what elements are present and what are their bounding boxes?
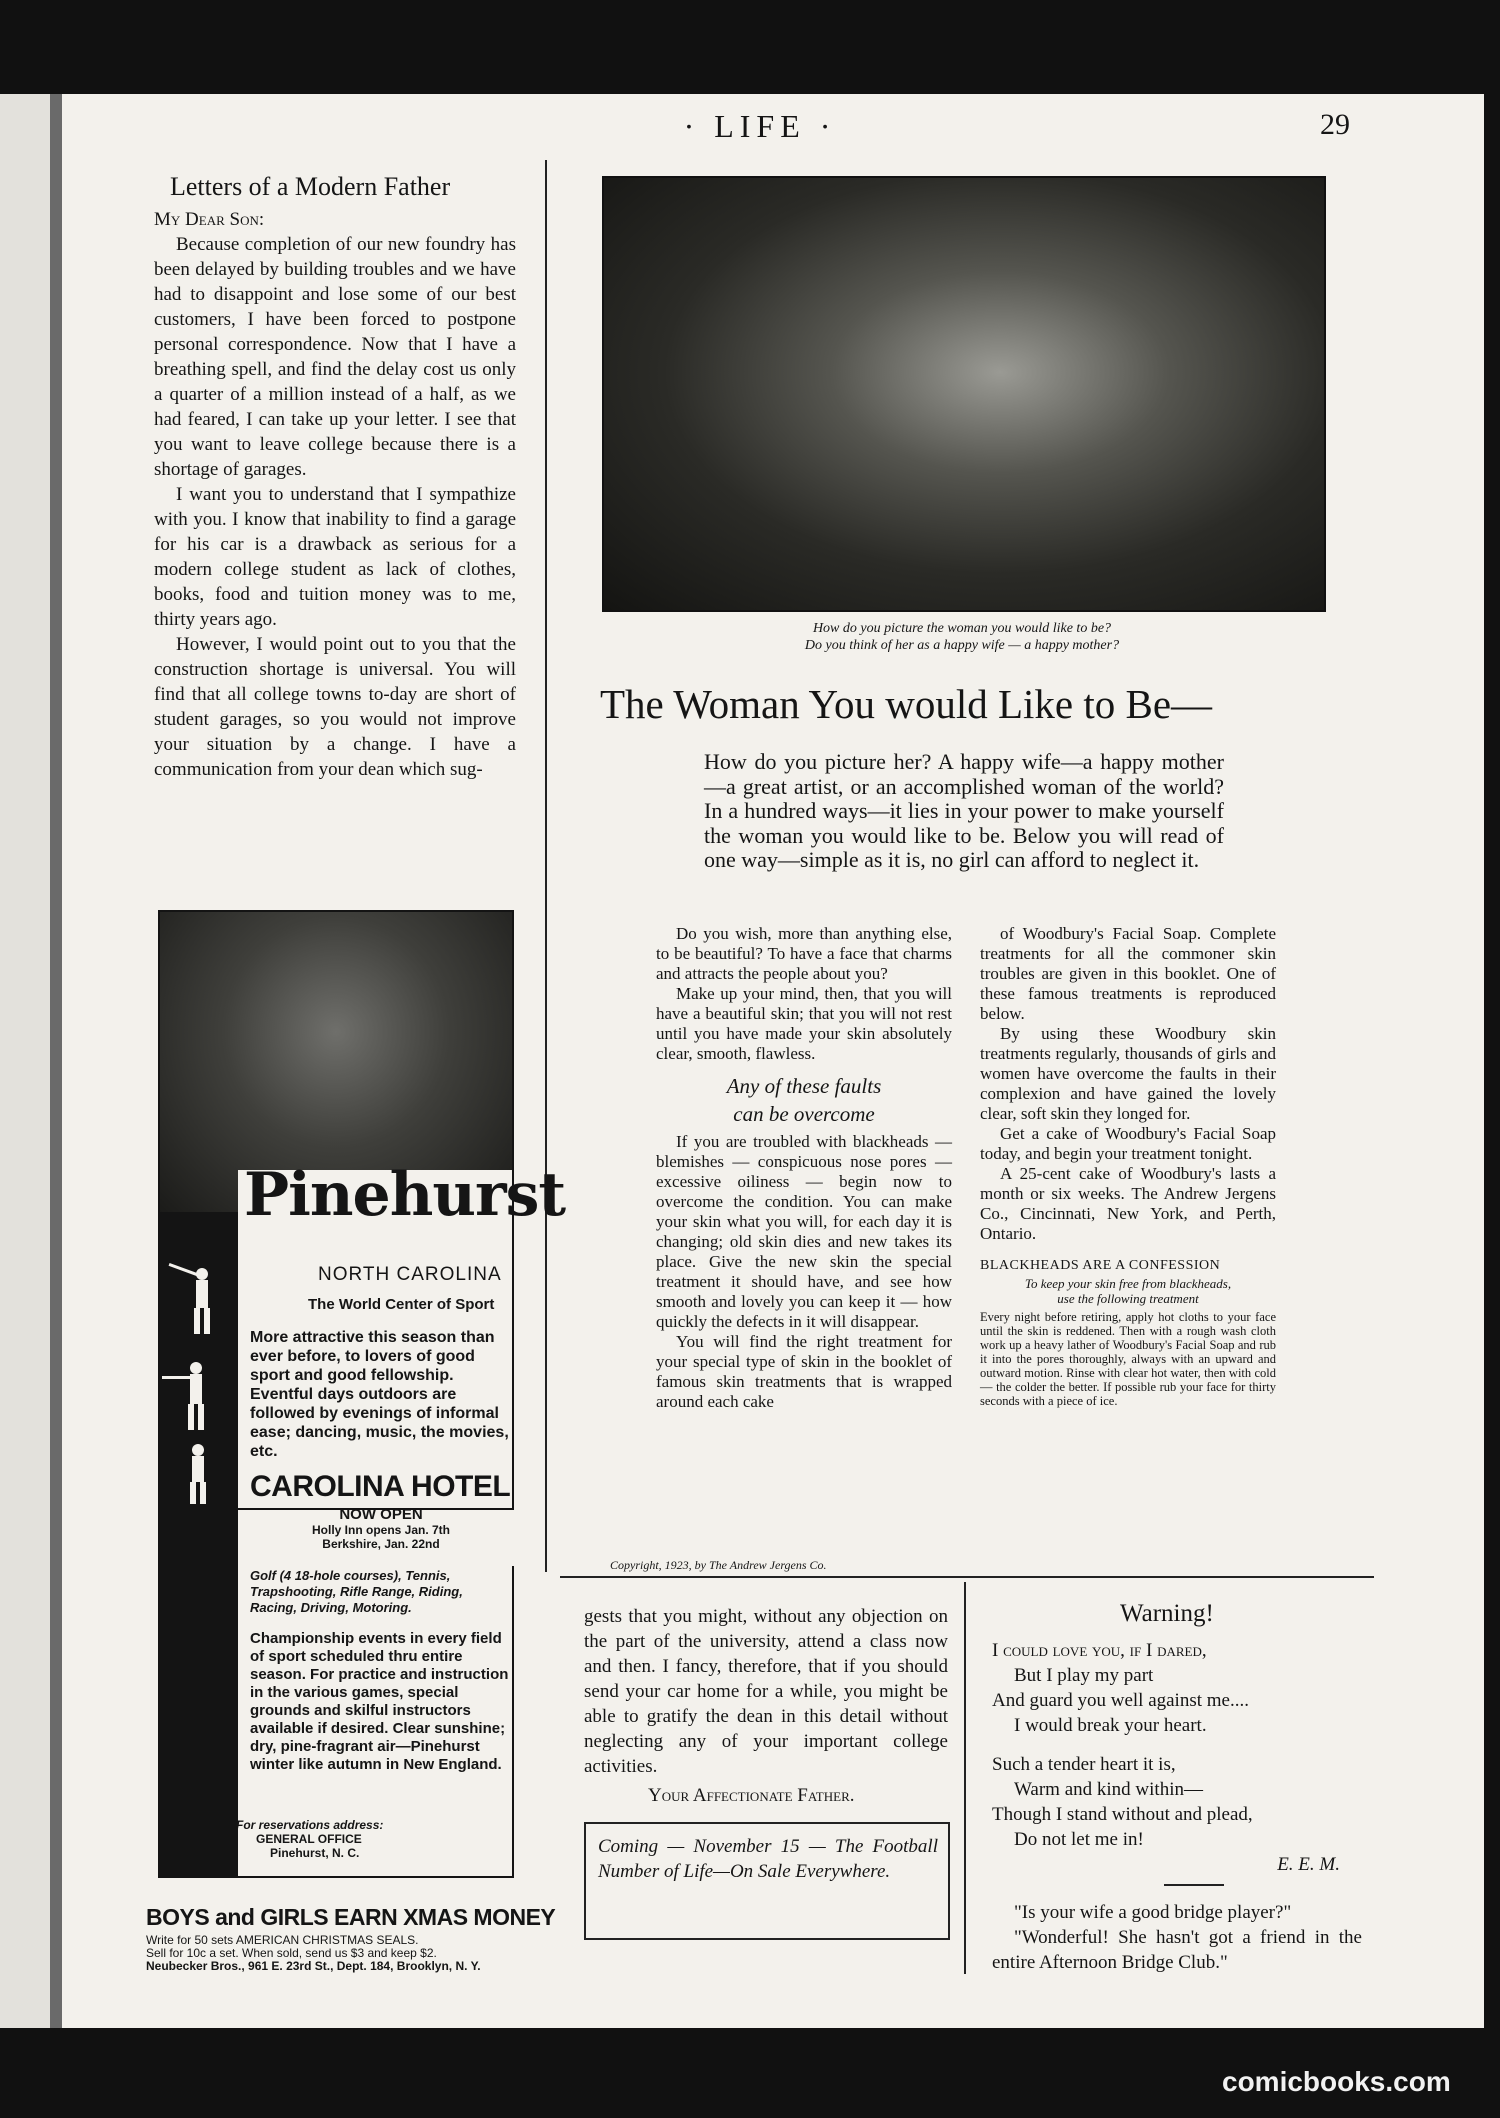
boys-girls-details [146, 1934, 538, 1973]
woodbury-headline: The Woman You would Like to Be— [600, 681, 1213, 727]
blackheads-subheading-line-2: use the following treatment [1057, 1291, 1199, 1306]
poem-line-2: But I play my part [1014, 1665, 1154, 1686]
pinehurst-tagline: The World Center of Sport [308, 1296, 495, 1313]
page-gutter [50, 94, 62, 2028]
carolina-hotel: CAROLINA HOTEL [250, 1470, 511, 1503]
woodbury-intro: How do you picture her? A happy wife—a happy mother—a great artist, or an accomplished woman of the world? In a hundred ways—it lies in your power to make yourself the woman you would like to be. Below you will read of one way—simple as it is, no girl can afford to neglect it. [704, 749, 1224, 872]
bridge-joke [992, 1900, 1362, 1975]
woodbury-column-1 [656, 924, 952, 1412]
woodbury-col2-p3: Get a cake of Woodbury's Facial Soap today, and begin your treatment tonight. [980, 1124, 1276, 1163]
holly-inn: Holly Inn opens Jan. 7th [311, 1523, 451, 1537]
lower-section-rule [560, 1576, 1374, 1578]
pinehurst-location: Pinehurst, N. C. [270, 1846, 360, 1860]
poem-line-8: Do not let me in! [1014, 1829, 1144, 1850]
bridge-answer: "Wonderful! She hasn't got a friend in the entire Afternoon Bridge Club." [992, 1927, 1362, 1973]
woodbury-col1-p4: You will find the right treatment for your special type of skin in the booklet of famous skin treatments that is wrapped around each cake [656, 1332, 952, 1411]
previous-page-edge [0, 94, 50, 2028]
letters-column [154, 207, 516, 782]
pinehurst-lower-left-bar [158, 1510, 238, 1878]
faults-subhead [656, 1072, 952, 1128]
blackheads-subheading-line-1: To keep your skin free from blackheads, [1024, 1276, 1232, 1291]
poem-line-6: Warm and kind within— [1014, 1779, 1203, 1800]
site-watermark: comicbooks.com [1222, 2066, 1451, 2097]
illustration-caption [602, 620, 1322, 654]
woodbury-col2-p4: A 25-cent cake of Woodbury's lasts a month or six weeks. The Andrew Jergens Co., Cincinnati, New York, and Perth, Ontario. [980, 1164, 1276, 1243]
letters-salutation: My Dear Son: [154, 209, 265, 230]
pinehurst-address [236, 1818, 506, 1860]
general-office: GENERAL OFFICE [256, 1832, 362, 1846]
poem-line-7: Though I stand without and plead, [992, 1804, 1253, 1825]
tennis-silhouette [190, 1444, 206, 1504]
blackheads-treatment: Every night before retiring, apply hot cloths to your face until the skin is reddened. Then with a rough wash cloth work up a heavy lather of Woodbury's Facial Soap and rub it into the pores thoroughly, always with an upward and outward motion. Rinse with clear hot water, then with cold — the colder the better. If possible rub your face for thirty seconds with a piece of ice. [980, 1310, 1276, 1408]
pinehurst-championship: Championship events in every field of sport scheduled thru entire season. For practice and instruction in the various games, special grounds and skilful instructors available if desired. Clear sunshine; dry, pine-fragrant air—Pinehurst winter like autumn in New England. [250, 1630, 509, 1773]
lower-column-divider [964, 1582, 966, 1974]
letters-continuation [584, 1604, 948, 1808]
faults-subhead-line-2: can be overcome [733, 1102, 875, 1126]
column-divider [545, 160, 547, 1572]
woodbury-copyright: Copyright, 1923, by The Andrew Jergens Co. [610, 1558, 827, 1572]
caption-line-1: How do you picture the woman you would like to be? [812, 621, 1112, 636]
shooter-silhouette [162, 1362, 204, 1430]
blackheads-heading: BLACKHEADS ARE A CONFESSION [980, 1258, 1221, 1273]
woodbury-col2-p1: of Woodbury's Facial Soap. Complete treatments for all the commoner skin troubles are given in this booklet. One of these famous treatments is reproduced below. [980, 924, 1276, 1023]
boys-line-3: Neubecker Bros., 961 E. 23rd St., Dept. 184, Brooklyn, N. Y. [146, 1959, 481, 1973]
golfer-silhouette [169, 1263, 210, 1334]
woodbury-col1-p2: Make up your mind, then, that you will have a beautiful skin; that you will not rest until you have made your skin absolutely clear, smooth, flawless. [656, 984, 952, 1063]
woman-illustration [602, 176, 1326, 612]
caption-line-2: Do you think of her as a happy wife — a happy mother? [804, 638, 1120, 653]
pinehurst-body: More attractive this season than ever before, to lovers of good sport and good fellowship. Eventful days outdoors are followed by evenings of informal ease; dancing, music, the movies, etc. [250, 1329, 509, 1460]
masthead: · LIFE · [683, 108, 837, 144]
woodbury-col1-p3: If you are troubled with blackheads — blemishes — conspicuous nose pores — excessive oiliness — begin now to overcome the condition. You can make your skin what you will, for each day it is changing; old skin dies and new takes its place. Give the new skin the special treatment it should have, and see how smooth and lovely you can keep it — how quickly the defects in it will disappear. [656, 1132, 952, 1331]
poem-rule [1164, 1884, 1224, 1886]
poem-line-4: I would break your heart. [1014, 1715, 1207, 1736]
poem-line-1: I could love you, if I dared, [992, 1640, 1207, 1661]
blackheads-subheading [980, 1276, 1276, 1306]
poem-author: E. E. M. [1277, 1854, 1340, 1875]
now-open: NOW OPEN [339, 1506, 423, 1523]
boys-line-1: Write for 50 sets AMERICAN CHRISTMAS SEALS. [146, 1933, 419, 1947]
sport-silhouettes [158, 1260, 238, 1510]
woodbury-column-2 [980, 924, 1276, 1408]
boys-line-2: Sell for 10c a set. When sold, send us $3 and keep $2. [146, 1946, 437, 1960]
warning-title: Warning! [1120, 1600, 1214, 1627]
pinehurst-state: NORTH CAROLINA [318, 1264, 502, 1285]
letters-paragraph-1: Because completion of our new foundry has been delayed by building troubles and we have had to disappoint and lose some of our best customers, I have been forced to postpone personal correspondence. Now that I have a breathing spell, and find the delay cost us only a quarter of a million instead of a half, as we had feared, I can take up your letter. I see that you want to leave college because there is a shortage of garages. [154, 234, 516, 480]
letters-title: Letters of a Modern Father [170, 172, 451, 201]
pinehurst-logo: Pinehurst [244, 1160, 566, 1230]
letters-paragraph-2: I want you to understand that I sympathize with you. I know that inability to find a garage for his car is a drawback as serious for a modern college student as lack of clothes, books, food and tuition money was to me, thirty years ago. [154, 484, 516, 630]
football-number-text: Coming — November 15 — The Football Number of Life—On Sale Everywhere. [598, 1836, 938, 1882]
pinehurst-details [250, 1506, 512, 1551]
letters-paragraph-3: However, I would point out to you that the construction shortage is universal. You will find that all college towns to-day are short of student garages, so you would not improve your situation by a change. I have a communication from your dean which sug- [154, 634, 516, 780]
berkshire: Berkshire, Jan. 22nd [322, 1537, 440, 1551]
poem-line-3: And guard you well against me.... [992, 1690, 1249, 1711]
woodbury-col1-p1: Do you wish, more than anything else, to be beautiful? To have a face that charms and attracts the people about you? [656, 924, 952, 983]
bridge-question: "Is your wife a good bridge player?" [1014, 1902, 1292, 1923]
letters-signature: Your Affectionate Father. [648, 1785, 855, 1806]
pinehurst-sports: Golf (4 18-hole courses), Tennis, Trapshooting, Rifle Range, Riding, Racing, Driving, Motoring. [250, 1568, 463, 1615]
faults-subhead-line-1: Any of these faults [726, 1074, 882, 1098]
woodbury-col2-p2: By using these Woodbury skin treatments regularly, thousands of girls and women have overcome the faults in their complexion and have gained the lovely clear, soft skin they longed for. [980, 1024, 1276, 1123]
poem-line-5: Such a tender heart it is, [992, 1754, 1176, 1775]
page-number: 29 [1320, 108, 1350, 141]
boys-girls-headline: BOYS and GIRLS EARN XMAS MONEY [146, 1904, 556, 1930]
reservations-label: For reservations address: [236, 1818, 384, 1832]
warning-poem [992, 1638, 1352, 1877]
letters-continuation-text: gests that you might, without any objection on the part of the university, attend a class now and then. I fancy, therefore, that if you should send your car home for a while, you might be able to gratify the dean in this detail without neglecting any of your important college activities. [584, 1606, 948, 1777]
